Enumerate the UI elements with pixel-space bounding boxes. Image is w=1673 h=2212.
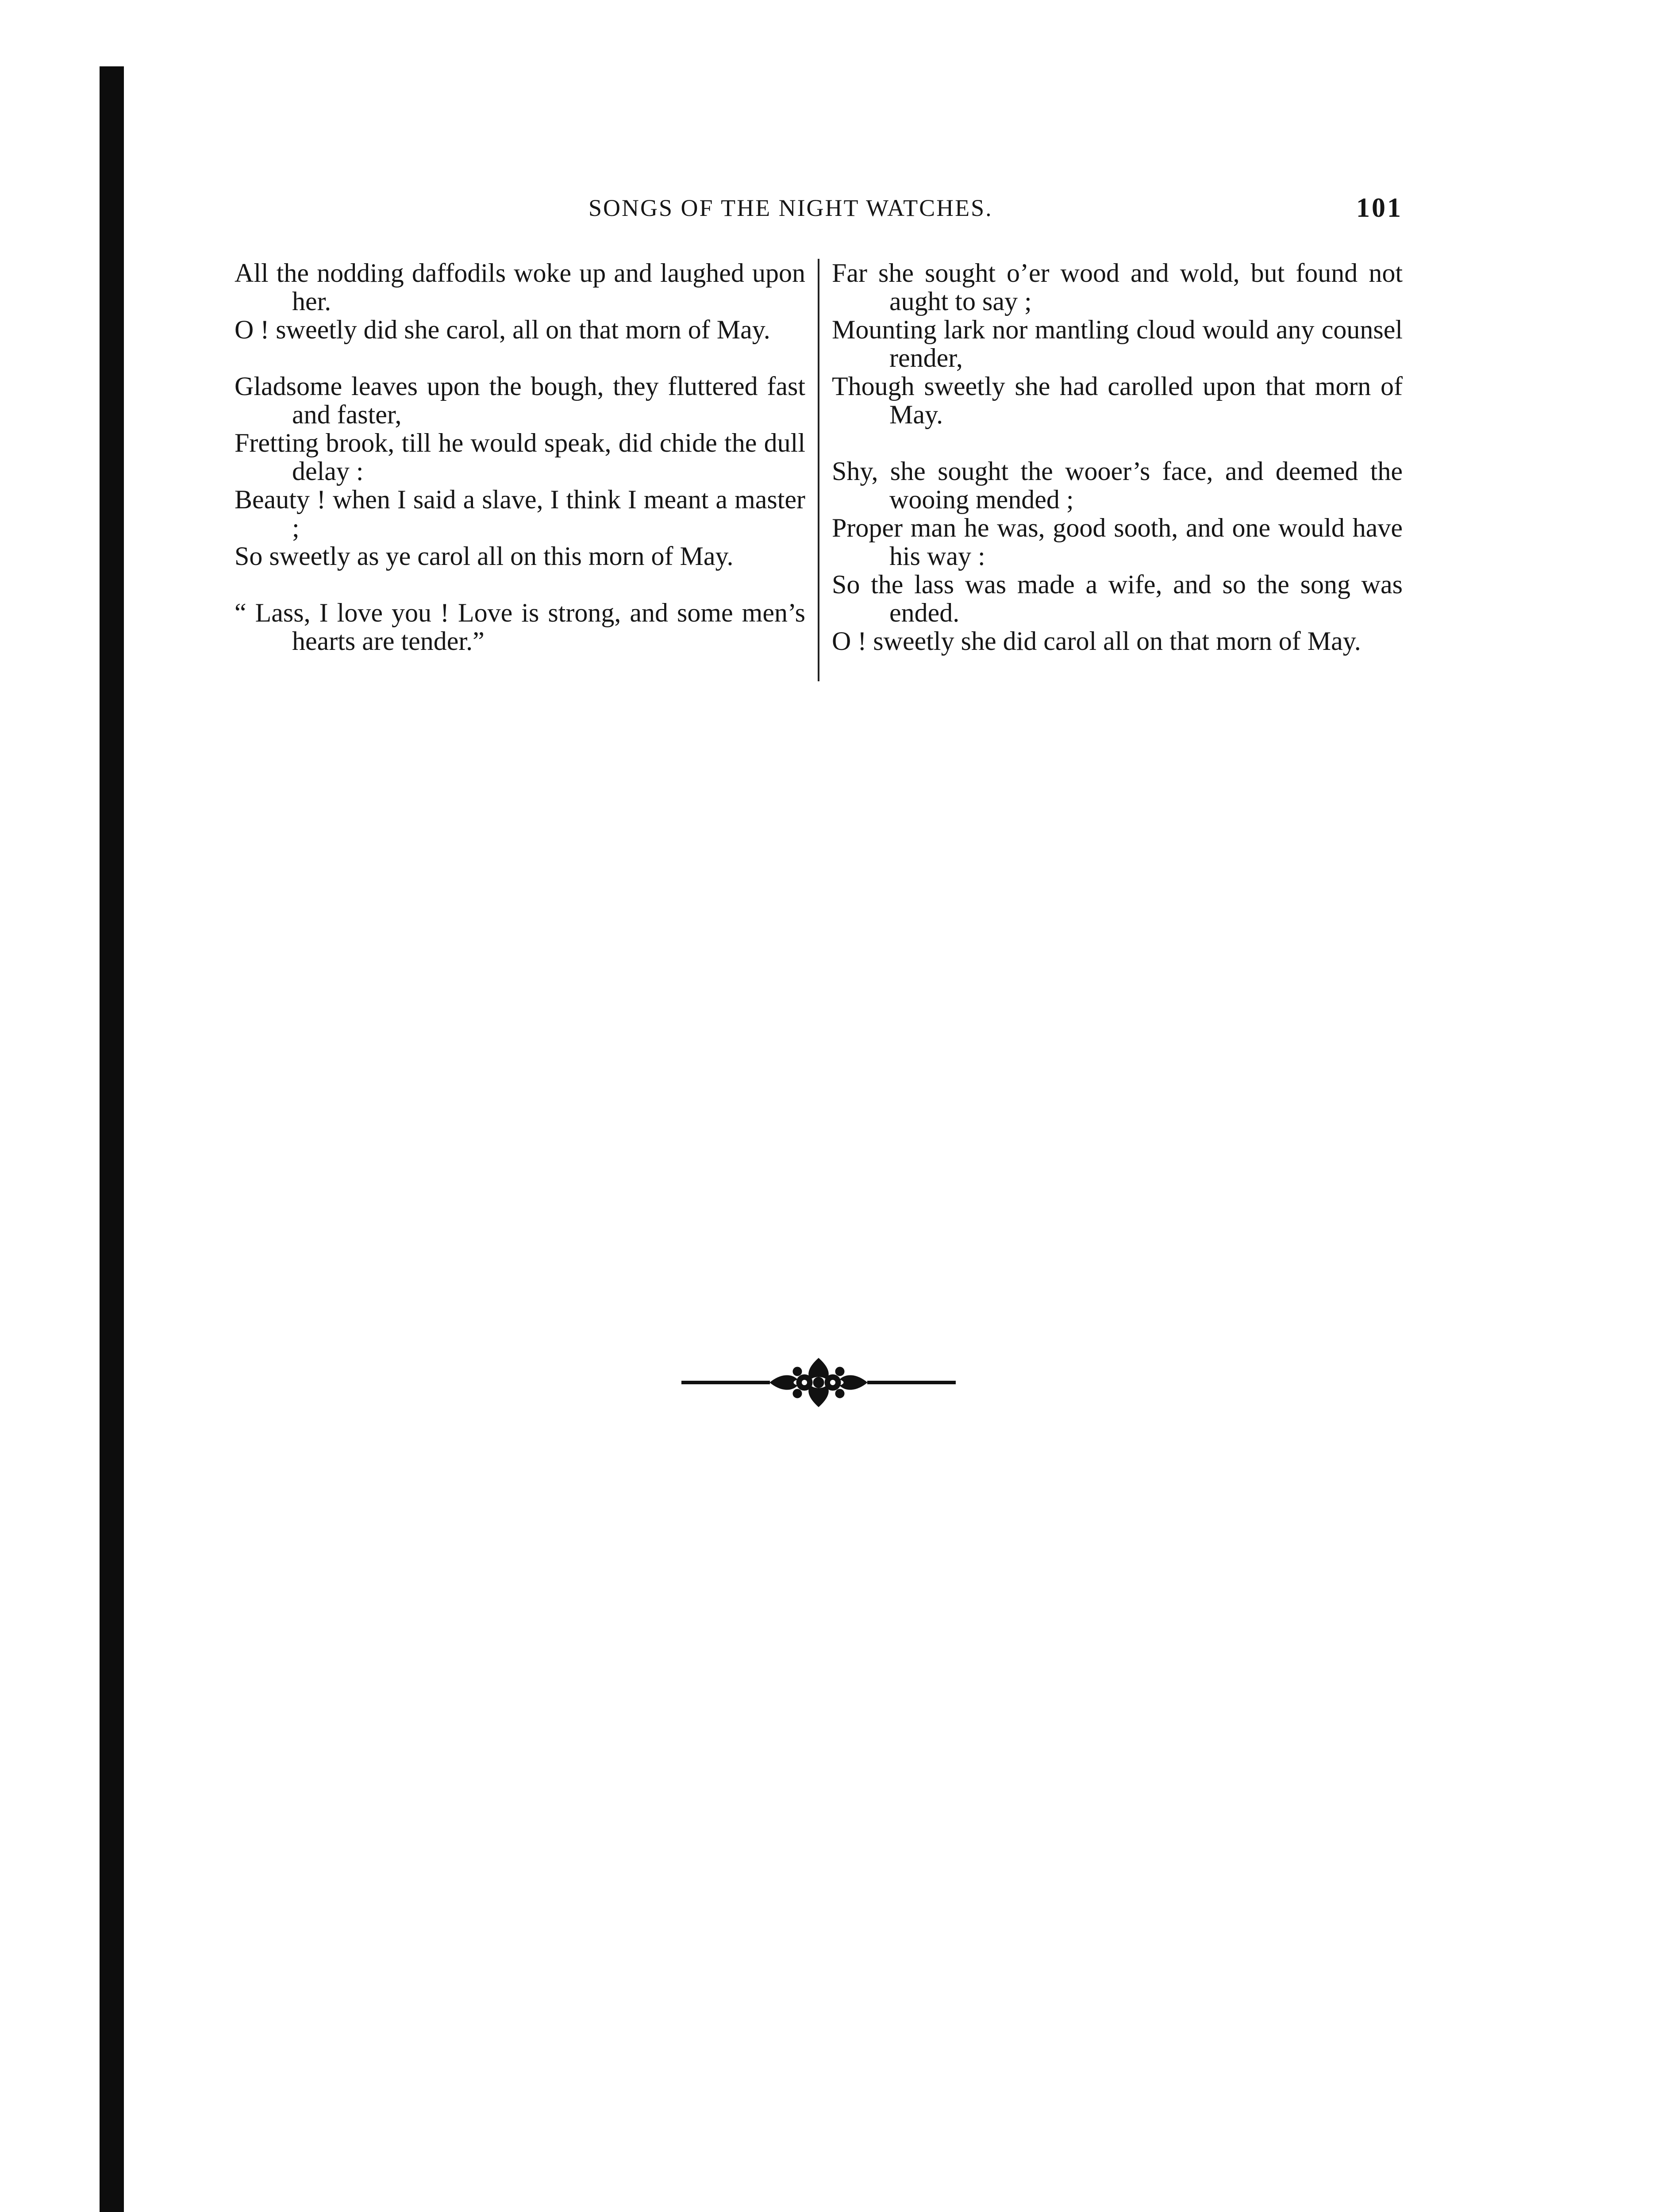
verse-line: Gladsome leaves upon the bough, they fluttered fast and faster,	[235, 372, 805, 429]
page-number: 101	[1356, 193, 1403, 223]
verse-line: “ Lass, I love you ! Love is strong, and some men’s hearts are tender.”	[235, 598, 805, 656]
stanza	[235, 372, 805, 570]
stanza	[832, 259, 1403, 429]
verse-line: Fretting brook, till he would speak, did chide the dull delay :	[235, 428, 805, 486]
page-edge-bar	[100, 66, 124, 2212]
stanza	[235, 599, 805, 655]
stanza	[235, 259, 805, 344]
right-column	[832, 259, 1403, 684]
stanza	[832, 457, 1403, 655]
verse-line: So the lass was made a wife, and so the song was ended.	[832, 570, 1403, 627]
running-title: SONGS OF THE NIGHT WATCHES.	[588, 195, 993, 221]
verse-line: Though sweetly she had carolled upon that morn of May.	[832, 372, 1403, 429]
verse-line: Beauty ! when I said a slave, I think I meant a master ;	[235, 485, 805, 542]
verse-line: O ! sweetly she did carol all on that morn of May.	[832, 626, 1361, 656]
fleuron-ornament-icon	[681, 1354, 956, 1411]
verse-line: Shy, she sought the wooer’s face, and deemed the wooing mended ;	[832, 457, 1403, 514]
left-column	[235, 259, 805, 684]
poem-columns	[235, 259, 1403, 684]
verse-line: So sweetly as ye carol all on this morn of May.	[235, 541, 734, 571]
column-divider	[818, 259, 819, 681]
verse-line: Proper man he was, good sooth, and one would have his way :	[832, 513, 1403, 571]
verse-line: Mounting lark nor mantling cloud would any counsel render,	[832, 315, 1403, 373]
verse-line: All the nodding daffodils woke up and laughed upon her.	[235, 258, 805, 316]
page-header	[235, 188, 1403, 228]
verse-line: Far she sought o’er wood and wold, but found not aught to say ;	[832, 258, 1403, 316]
verse-line: O ! sweetly did she carol, all on that morn of May.	[235, 315, 770, 344]
